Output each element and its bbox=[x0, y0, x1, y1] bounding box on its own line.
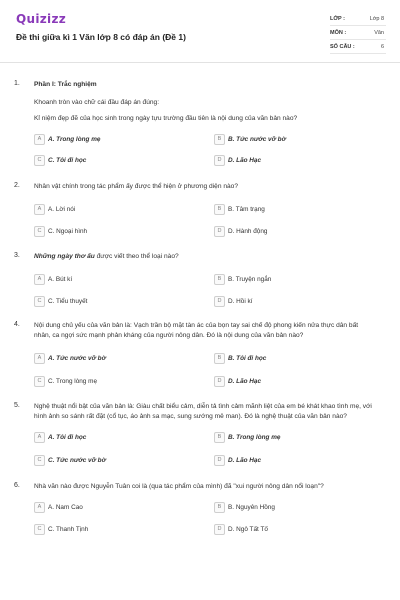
option-b[interactable] bbox=[214, 500, 374, 514]
option-b[interactable] bbox=[214, 430, 374, 444]
option-b[interactable] bbox=[214, 272, 374, 286]
option-letter-box: A bbox=[34, 204, 45, 215]
option-letter-box: D bbox=[214, 524, 225, 535]
option-text: D. Hồi kí bbox=[228, 297, 253, 305]
meta-table bbox=[330, 12, 386, 54]
option-d[interactable] bbox=[214, 374, 374, 388]
option-text: C. Tôi đi học bbox=[48, 156, 87, 164]
option-a[interactable] bbox=[34, 132, 194, 146]
option-text: A. Lời nói bbox=[48, 205, 76, 213]
meta-label: LỚP : bbox=[330, 15, 345, 22]
option-text: B. Tức nước vỡ bờ bbox=[228, 135, 286, 143]
option-letter-box: D bbox=[214, 155, 225, 166]
option-text: D. Lão Hạc bbox=[228, 156, 262, 164]
question-number: 6. bbox=[14, 482, 20, 489]
question-number: 4. bbox=[14, 321, 20, 328]
option-text: A. Tôi đi học bbox=[48, 433, 87, 441]
meta-value: Văn bbox=[374, 29, 384, 36]
option-b[interactable] bbox=[214, 132, 374, 146]
option-a[interactable] bbox=[34, 430, 194, 444]
option-letter-box: C bbox=[34, 155, 45, 166]
option-c[interactable] bbox=[34, 374, 194, 388]
option-text: D. Lão Hạc bbox=[228, 377, 262, 385]
question-prompt-line-2: nhân, ca ngợi sức mạnh phản kháng của người nông dân. Đó là nội dung của văn bản nào? bbox=[34, 332, 304, 339]
option-a[interactable] bbox=[34, 272, 194, 286]
option-letter-box: C bbox=[34, 524, 45, 535]
question-prompt-line-1: Nội dung chủ yếu của văn bản là: Vạch trần bộ mặt tàn ác của bọn tay sai chế độ phong kiến nửa thực dân bất bbox=[34, 322, 359, 329]
question-prompt: Kỉ niệm đẹp đẽ của học sinh trong ngày tựu trường đầu tiên là nội dung của văn bản nào? bbox=[34, 115, 298, 122]
option-c[interactable] bbox=[34, 522, 194, 536]
option-d[interactable] bbox=[214, 453, 374, 467]
option-letter-box: A bbox=[34, 502, 45, 513]
option-a[interactable] bbox=[34, 500, 194, 514]
option-d[interactable] bbox=[214, 153, 374, 167]
instruction-text: Khoanh tròn vào chữ cái đầu đáp án đúng: bbox=[34, 99, 160, 106]
question-prompt: Nhân vật chính trong tác phẩm ấy được thể hiện ở phương diện nào? bbox=[34, 183, 238, 190]
quizizz-logo: Quizizz bbox=[16, 12, 67, 26]
option-letter-box: B bbox=[214, 204, 225, 215]
option-c[interactable] bbox=[34, 453, 194, 467]
option-d[interactable] bbox=[214, 224, 374, 238]
option-text: C. Ngoại hình bbox=[48, 227, 88, 235]
option-letter-box: B bbox=[214, 274, 225, 285]
meta-label: SỐ CÂU : bbox=[330, 43, 355, 50]
option-letter-box: B bbox=[214, 502, 225, 513]
meta-row-class bbox=[330, 12, 386, 26]
option-letter-box: D bbox=[214, 296, 225, 307]
option-text: A. Tức nước vỡ bờ bbox=[48, 354, 106, 362]
option-text: C. Tức nước vỡ bờ bbox=[48, 456, 106, 464]
option-letter-box: B bbox=[214, 353, 225, 364]
option-c[interactable] bbox=[34, 153, 194, 167]
meta-row-count bbox=[330, 40, 386, 54]
option-text: B. Tâm trạng bbox=[228, 205, 265, 213]
option-text: B. Truyện ngắn bbox=[228, 275, 272, 283]
option-letter-box: D bbox=[214, 226, 225, 237]
option-letter-box: A bbox=[34, 274, 45, 285]
option-c[interactable] bbox=[34, 224, 194, 238]
option-text: C. Trong lòng mẹ bbox=[48, 377, 98, 385]
option-letter-box: B bbox=[214, 432, 225, 443]
meta-value: 6 bbox=[380, 43, 384, 50]
option-letter-box: A bbox=[34, 353, 45, 364]
document-header bbox=[0, 0, 400, 62]
meta-row-subject bbox=[330, 26, 386, 40]
option-letter-box: D bbox=[214, 455, 225, 466]
option-letter-box: C bbox=[34, 376, 45, 387]
option-letter-box: C bbox=[34, 455, 45, 466]
option-text: B. Nguyên Hồng bbox=[228, 503, 275, 511]
option-text: D. Ngô Tất Tố bbox=[228, 525, 268, 533]
option-letter-box: D bbox=[214, 376, 225, 387]
question-prompt: Nhà văn nào được Nguyễn Tuân coi là (qua tác phẩm của mình) đã "xui người nông dân nổi loạn"? bbox=[34, 483, 324, 490]
question-number: 5. bbox=[14, 402, 20, 409]
question-number: 1. bbox=[14, 80, 20, 87]
option-d[interactable] bbox=[214, 294, 374, 308]
option-text: A. Nam Cao bbox=[48, 503, 83, 511]
question-number: 3. bbox=[14, 252, 20, 259]
option-letter-box: C bbox=[34, 226, 45, 237]
option-text: B. Tôi đi học bbox=[228, 354, 267, 362]
section-title: Phần I: Trắc nghiệm bbox=[34, 81, 97, 88]
option-text: A. Trong lòng mẹ bbox=[48, 135, 101, 143]
option-a[interactable] bbox=[34, 202, 194, 216]
option-letter-box: A bbox=[34, 432, 45, 443]
meta-value: Lớp 8 bbox=[369, 15, 384, 22]
option-text: A. Bút kí bbox=[48, 275, 73, 283]
option-a[interactable] bbox=[34, 351, 194, 365]
option-c[interactable] bbox=[34, 294, 194, 308]
option-text: D. Lão Hạc bbox=[228, 456, 262, 464]
work-title: Những ngày thơ ấu bbox=[34, 253, 95, 260]
question-number: 2. bbox=[14, 182, 20, 189]
meta-label: MÔN : bbox=[330, 29, 347, 36]
question-prompt-line-2: hình ảnh so sánh rất đặt (cổ tục, áo ảnh sa mạc, sung sướng mê man). Đó là nghệ thuật của văn bản nào? bbox=[34, 413, 347, 420]
option-letter-box: C bbox=[34, 296, 45, 307]
option-text: C. Tiểu thuyết bbox=[48, 297, 88, 305]
option-b[interactable] bbox=[214, 351, 374, 365]
option-letter-box: B bbox=[214, 134, 225, 145]
option-letter-box: A bbox=[34, 134, 45, 145]
option-text: C. Thanh Tịnh bbox=[48, 525, 89, 533]
question-prompt bbox=[34, 252, 390, 262]
option-d[interactable] bbox=[214, 522, 374, 536]
option-b[interactable] bbox=[214, 202, 374, 216]
option-text: B. Trong lòng mẹ bbox=[228, 433, 281, 441]
prompt-rest: được viết theo thể loại nào? bbox=[94, 253, 179, 260]
header-divider bbox=[0, 62, 400, 63]
document-title: Đề thi giữa kì 1 Văn lớp 8 có đáp án (Đề 1) bbox=[16, 32, 186, 42]
option-text: D. Hành động bbox=[228, 227, 268, 235]
question-prompt-line-1: Nghệ thuật nổi bật của văn bản là: Giàu chất biểu cảm, diễn tả tình cảm mãnh liệt của em bé khát khao tình mẹ, với bbox=[34, 403, 372, 410]
